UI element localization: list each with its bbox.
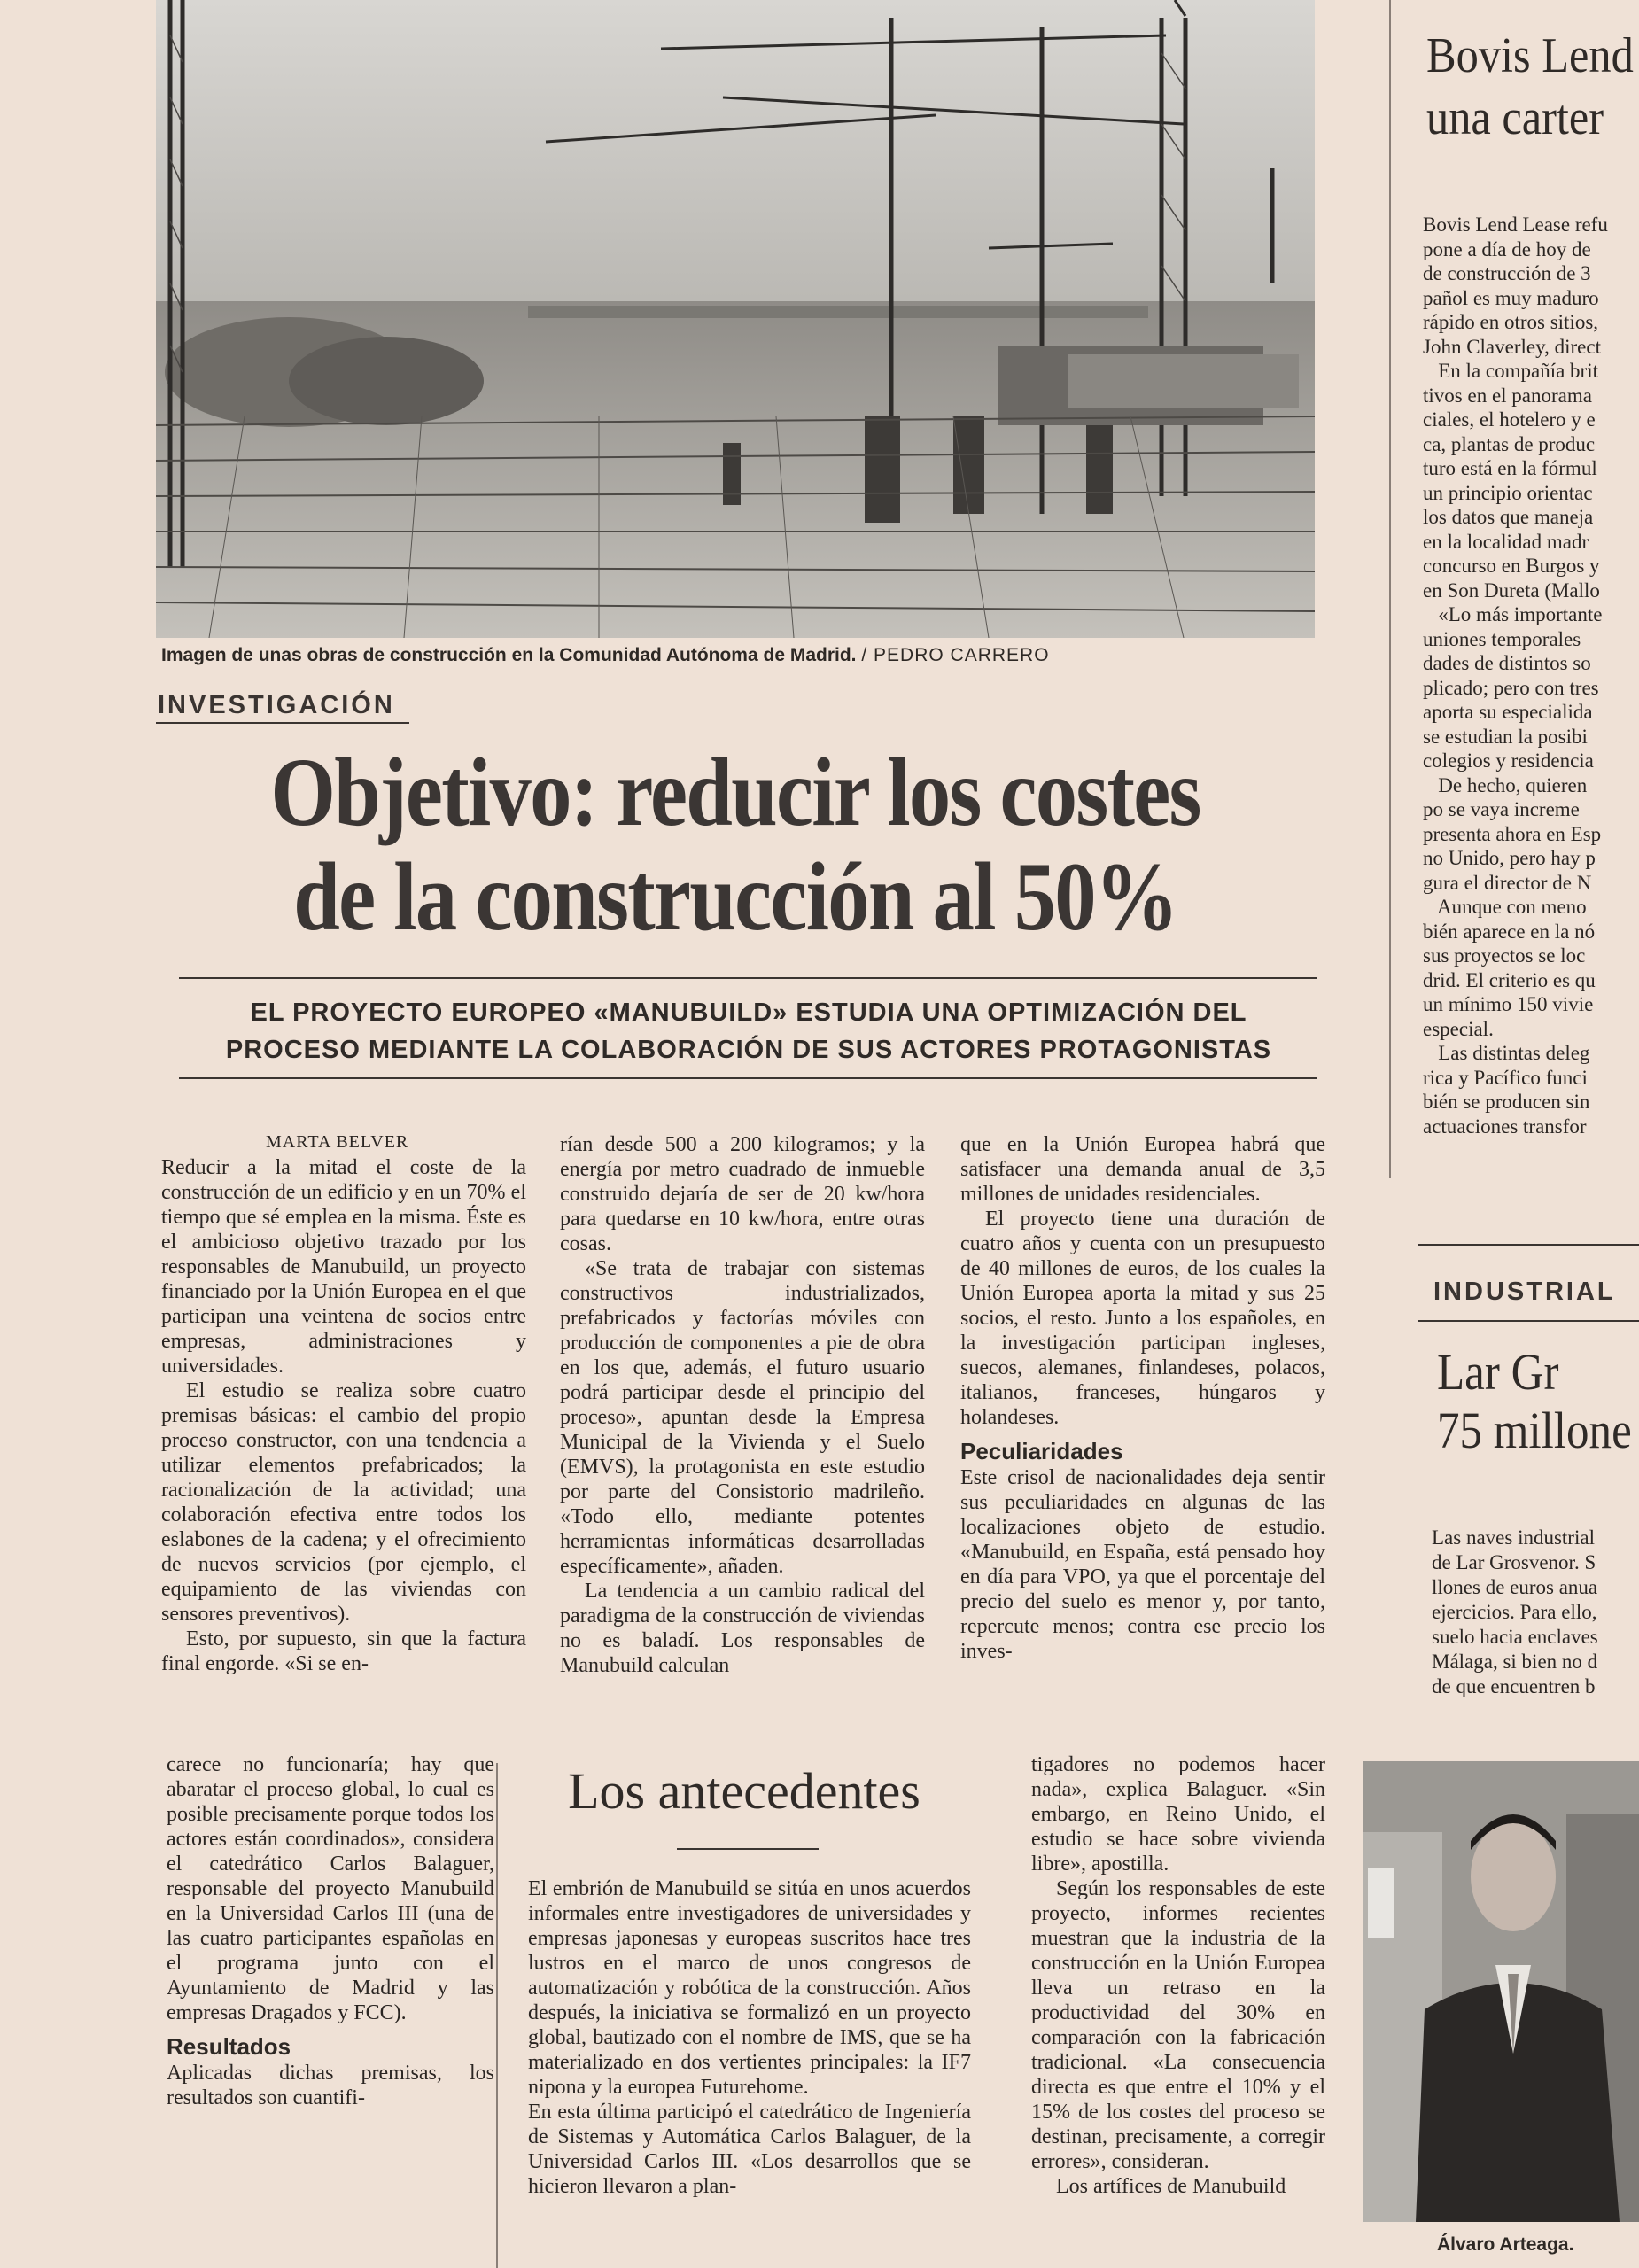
adjacent-line: «Lo más importante — [1423, 603, 1603, 625]
construction-photo — [156, 0, 1315, 638]
section-rule — [1418, 1320, 1639, 1322]
column-3-continued — [1031, 1752, 1325, 2199]
adjacent-line: pañol es muy maduro — [1423, 286, 1599, 309]
adjacent-line: en Son Dureta (Mallo — [1423, 579, 1600, 602]
adjacent-line: Las distintas deleg — [1423, 1042, 1590, 1064]
adjacent-line: De hecho, quieren — [1423, 773, 1588, 796]
deck-line-1: EL PROYECTO EUROPEO «MANUBUILD» ESTUDIA UNA OPTIMIZACIÓN DEL — [250, 998, 1247, 1027]
construction-site-illustration — [156, 0, 1315, 638]
paragraph: Aplicadas dichas premisas, los resultados son cuantifi- — [167, 2062, 494, 2109]
adjacent-line: no Unido, pero hay p — [1423, 847, 1596, 869]
lar-line: de Lar Grosvenor. S — [1432, 1551, 1596, 1573]
adjacent-line: ciales, el hotelero y e — [1423, 408, 1596, 431]
byline: MARTA BELVER — [266, 1132, 409, 1152]
adjacent-line: plicado; pero con tres — [1423, 676, 1599, 699]
paragraph: Según los responsables de este proyecto, informes recientes muestran que la industria de la construcción en la Unión Europea lleva un retraso en la productividad del 30% en comparación con la fabricación tradicional. «La consecuencia directa es que entre el 10% y el 15% de los costes del proceso se destinan, precisamente, a corregir errores», consideran. — [1031, 1877, 1325, 2173]
adjacent-line: John Claverley, direct — [1423, 335, 1601, 358]
column-1 — [161, 1155, 526, 1676]
paragraph: «Se trata de trabajar con sistemas constructivos industrializados, prefabricados y factorías móviles con producción de componentes a pie de obra en los que, además, el futuro usuario podrá participar desde el principio del proceso», apuntan desde la Empresa Municipal de la Vivienda y el Suelo (EMVS), la protagonista en este estudio por parte del Consistorio madrileño. «Todo ello, mediante potentes herramientas informáticas desarrolladas específicamente», añaden. — [560, 1257, 925, 1578]
paragraph: Esto, por supuesto, sin que la factura final engorde. «Si se en- — [161, 1627, 526, 1675]
adjacent-line: En la compañía brit — [1423, 360, 1598, 382]
paragraph: La tendencia a un cambio radical del paradigma de la construcción de viviendas no es baladí. Los responsables de Manubuild calculan — [560, 1580, 925, 1677]
adjacent-line: turo está en la fórmul — [1423, 457, 1597, 479]
adjacent-line: gura el director de N — [1423, 871, 1592, 894]
box-border — [496, 1763, 498, 2268]
headline-line-2: de la construcción al 50% — [293, 843, 1177, 951]
deck-line-2: PROCESO MEDIANTE LA COLABORACIÓN DE SUS ACTORES PROTAGONISTAS — [225, 1036, 1272, 1064]
adjacent-line: rápido en otros sitios, — [1423, 311, 1599, 333]
portrait-photo — [1363, 1761, 1639, 2222]
adjacent-line: uniones temporales — [1423, 627, 1581, 650]
headline — [217, 740, 1254, 949]
adjacent-line: ca, plantas de produc — [1423, 432, 1596, 455]
lar-headline-line: 75 millone — [1437, 1402, 1632, 1459]
adjacent-line: en la localidad madr — [1423, 530, 1589, 553]
adjacent-line: tivos en el panorama — [1423, 384, 1592, 407]
lar-body — [1432, 1526, 1639, 1699]
adjacent-line: bién se producen sin — [1423, 1091, 1590, 1113]
lar-line: suelo hacia enclaves — [1432, 1626, 1598, 1648]
lar-line: llones de euros anua — [1432, 1576, 1598, 1598]
column-1-continued — [167, 1752, 494, 2110]
adjacent-line: especial. — [1423, 1017, 1494, 1040]
lar-headline-line: Lar Gr — [1437, 1343, 1559, 1401]
adjacent-line: concurso en Burgos y — [1423, 555, 1600, 577]
adjacent-line: drid. El criterio es qu — [1423, 968, 1596, 991]
adjacent-headline-line: Bovis Lend — [1426, 28, 1634, 83]
paragraph: El embrión de Manubuild se sitúa en unos acuerdos informales entre investigadores de universidades y empresas japonesas y europeas suscritos hace tres lustros en el marco de unos congresos de automatización y robótica de la construcción. Años después, la iniciativa se formalizó en un proyecto global, bautizado con el nombre de IMS, que se ha materializado en dos vertientes principales: la IF7 nipona y la europea Futurehome. — [528, 1877, 971, 2099]
paragraph: rían desde 500 a 200 kilogramos; y la energía por metro cuadrado de inmueble construido dejaría de ser de 20 kw/hora para quedarse en 10 kw/hora, entre otras cosas. — [560, 1133, 925, 1255]
lar-line: ejercicios. Para ello, — [1432, 1601, 1597, 1623]
headline-line-1: Objetivo: reducir los costes — [270, 738, 1200, 846]
lar-headline — [1437, 1343, 1632, 1460]
paragraph: Reducir a la mitad el coste de la construcción de un edificio y en un 70% el tiempo que sé emplea en la misma. Éste es el ambicioso objetivo trazado por los responsables de Manubuild, un proyecto financiado por la Unión Europea en el que participan una veintena de socios entre empresas, administraciones y universidades. — [161, 1156, 526, 1378]
section-label: INVESTIGACIÓN — [158, 691, 395, 719]
adjacent-line: Aunque con meno — [1423, 896, 1587, 918]
adjacent-line: rica y Pacífico funci — [1423, 1066, 1588, 1089]
paragraph: carece no funcionaría; hay que abaratar el proceso global, lo cual es posible precisamente porque todos los actores están coordinados», considera el catedrático Carlos Balaguer, responsable del proyecto Manubuild en la Universidad Carlos III (una de las cuatro participantes españolas en el programa junto con el Ayuntamiento de Madrid y las empresas Dragados y FCC). — [167, 1753, 494, 2024]
adjacent-line: Bovis Lend Lease refu — [1423, 214, 1608, 236]
adjacent-line: de construcción de 3 — [1423, 262, 1591, 284]
box-body — [528, 1876, 971, 2199]
photo-caption — [161, 645, 1313, 666]
adjacent-line: presenta ahora en Esp — [1423, 822, 1602, 845]
column-2 — [560, 1132, 925, 1678]
adjacent-line: bién aparece en la nó — [1423, 920, 1596, 943]
adjacent-body — [1423, 213, 1639, 1138]
adjacent-headline-line: una carter — [1426, 90, 1604, 145]
adjacent-line: sus proyectos se loc — [1423, 944, 1586, 967]
adjacent-line: actuaciones transfor — [1423, 1115, 1587, 1138]
paragraph: En esta última participó el catedrático de Ingeniería de Sistemas y Automática Carlos Balaguer, de la Universidad Carlos III. «Los desarrollos que se hicieron llevaron a plan- — [528, 2101, 971, 2198]
portrait-caption: Álvaro Arteaga. — [1437, 2234, 1574, 2255]
adjacent-line: colegios y residencia — [1423, 750, 1594, 772]
box-title: Los antecedentes — [568, 1762, 920, 1820]
adjacent-headline — [1426, 25, 1634, 149]
deck-rule-bottom — [179, 1077, 1317, 1079]
adjacent-line: po se vaya increme — [1423, 798, 1580, 820]
adjacent-line: los datos que maneja — [1423, 506, 1594, 528]
lar-line: Las naves industrial — [1432, 1526, 1595, 1549]
subhead-resultados: Resultados — [167, 2033, 291, 2060]
portrait-illustration — [1363, 1761, 1639, 2222]
adjacent-line: dades de distintos so — [1423, 652, 1591, 674]
deck-rule-top — [179, 977, 1317, 979]
paragraph: que en la Unión Europea habrá que satisfacer una demanda anual de 3,5 millones de unidades residenciales. — [960, 1133, 1325, 1206]
adjacent-line: pone a día de hoy de — [1423, 237, 1591, 260]
paragraph: El proyecto tiene una duración de cuatro años y cuenta con un presupuesto de 40 millones de euros, de los cuales la Unión Europea aporta la mitad y sus 25 socios, el resto. Junto a los españoles, en la investigación participan ingleses, suecos, alemanes, finlandeses, polacos, italianos, franceses, húngaros y holandeses. — [960, 1208, 1325, 1429]
adjacent-line: aporta su especialida — [1423, 701, 1593, 723]
column-divider — [1389, 0, 1391, 1178]
paragraph: El estudio se realiza sobre cuatro premisas básicas: el cambio del propio proceso constructor, con una tendencia a utilizar elementos prefabricados; la racionalización de la actividad; una colaboración efectiva entre todos los eslabones de la cadena; y el ofrecimiento de nuevos servicios (por ejemplo, el equipamiento de las viviendas con sensores preventivos). — [161, 1379, 526, 1626]
paragraph: tigadores no podemos hacer nada», explica Balaguer. «Sin embargo, en Reino Unido, el estudio se hace sobre vivienda libre», apostilla. — [1031, 1753, 1325, 1876]
lar-line: de que encuentren b — [1432, 1675, 1596, 1697]
photo-caption-text: Imagen de unas obras de construcción en la Comunidad Autónoma de Madrid. — [161, 645, 857, 665]
adjacent-line: un mínimo 150 vivie — [1423, 993, 1594, 1015]
adjacent-line: un principio orientac — [1423, 481, 1593, 504]
adjacent-line: se estudian la posibi — [1423, 725, 1588, 748]
deck — [168, 994, 1329, 1068]
paragraph: Este crisol de nacionalidades deja sentir sus peculiaridades en algunas de las localizaciones objeto de estudio. «Manubuild, en España, está pensado hoy en día para VPO, ya que el porcentaje del precio del suelo es menor y, por tanto, repercute menos; contra ese precio los inves- — [960, 1466, 1325, 1663]
column-3 — [960, 1132, 1325, 1664]
paragraph: Los artífices de Manubuild — [1056, 2175, 1286, 2198]
photo-credit: / PEDRO CARRERO — [861, 645, 1050, 665]
box-title-rule — [677, 1848, 819, 1850]
section-underline — [156, 722, 409, 724]
section-rule — [1418, 1244, 1639, 1246]
subhead-peculiaridades: Peculiaridades — [960, 1438, 1123, 1464]
lar-line: Málaga, si bien no d — [1432, 1651, 1598, 1673]
section-label-industrial: INDUSTRIAL — [1433, 1278, 1616, 1306]
